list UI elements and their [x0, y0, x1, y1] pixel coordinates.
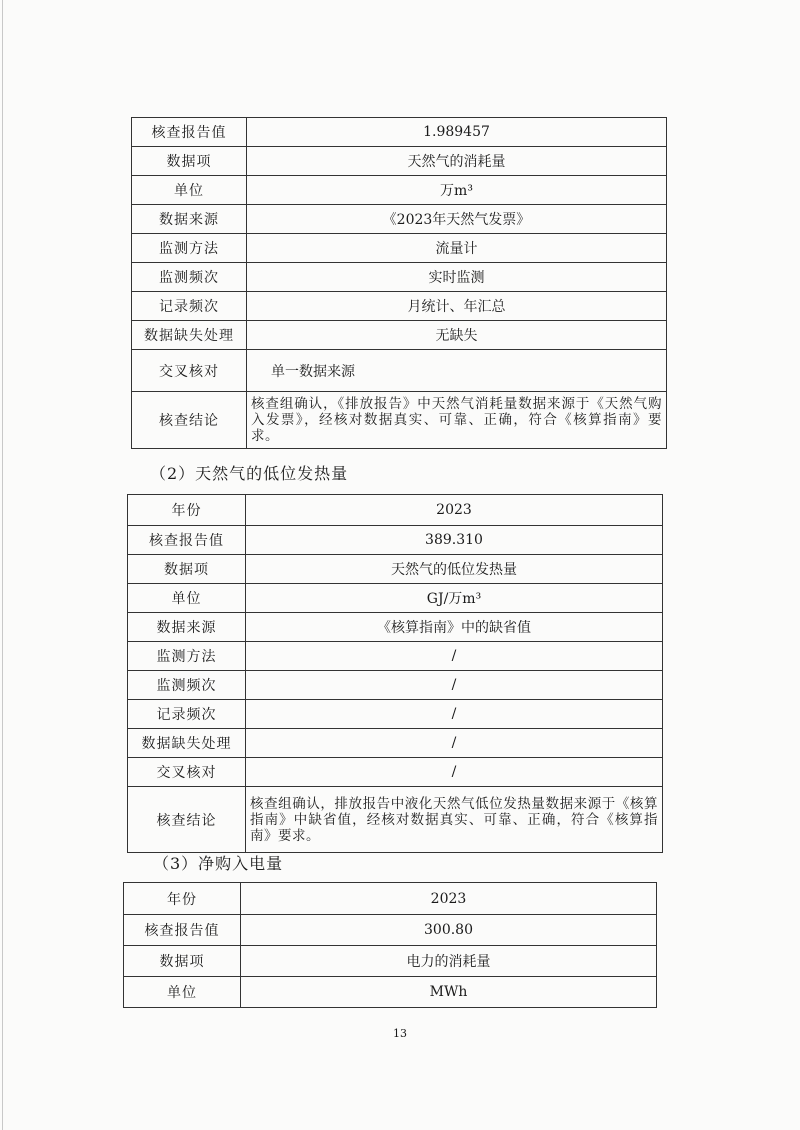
row-key: 核查结论: [128, 787, 246, 853]
row-value: /: [246, 700, 663, 729]
row-value: /: [246, 642, 663, 671]
row-key: 数据项: [132, 147, 247, 176]
natural-gas-heat-value-table: [127, 494, 663, 853]
section-heading-heat-value: （2）天然气的低位发热量: [150, 464, 349, 483]
row-key: 监测方法: [128, 642, 246, 671]
row-value: MWh: [241, 977, 657, 1008]
table-row: [132, 350, 667, 392]
row-value: 《2023年天然气发票》: [247, 205, 667, 234]
row-value: 实时监测: [247, 263, 667, 292]
row-value: GJ/万m³: [246, 584, 663, 613]
row-value: 300.80: [241, 915, 657, 946]
row-value: 1.989457: [247, 118, 667, 147]
table-row: [132, 263, 667, 292]
row-value: /: [246, 671, 663, 700]
row-key: 数据项: [128, 555, 246, 584]
row-key: 数据缺失处理: [132, 321, 247, 350]
table-row: [128, 729, 663, 758]
table-row: [132, 234, 667, 263]
row-key: 年份: [128, 495, 246, 526]
row-key: 交叉核对: [128, 758, 246, 787]
table-row: [128, 613, 663, 642]
row-value: 月统计、年汇总: [247, 292, 667, 321]
table-row: [124, 946, 657, 977]
row-value: 《核算指南》中的缺省值: [246, 613, 663, 642]
row-key: 监测频次: [132, 263, 247, 292]
row-key: 交叉核对: [132, 350, 247, 392]
row-value: /: [246, 729, 663, 758]
conclusion-text: 核查组确认，排放报告中液化天然气低位发热量数据来源于《核算指南》中缺省值，经核对数据真实、可靠、正确，符合《核算指南》要求。: [246, 787, 663, 853]
table-row: [128, 758, 663, 787]
row-key: 单位: [128, 584, 246, 613]
table-row: [132, 176, 667, 205]
row-key: 数据来源: [128, 613, 246, 642]
row-key: 数据来源: [132, 205, 247, 234]
row-value: 天然气的消耗量: [247, 147, 667, 176]
row-value: 389.310: [246, 526, 663, 555]
row-key: 单位: [124, 977, 241, 1008]
section-heading-purchased-electricity: （3）净购入电量: [153, 854, 284, 873]
row-key: 记录频次: [132, 292, 247, 321]
row-key: 数据项: [124, 946, 241, 977]
table-row: [128, 671, 663, 700]
row-key: 监测频次: [128, 671, 246, 700]
table-row: [132, 147, 667, 176]
table-row: [124, 883, 657, 915]
table-row: [124, 977, 657, 1008]
row-key: 核查报告值: [128, 526, 246, 555]
row-key: 单位: [132, 176, 247, 205]
table-row: [132, 118, 667, 147]
table-row: [132, 205, 667, 234]
conclusion-text: 核查组确认，《排放报告》中天然气消耗量数据来源于《天然气购入发票》，经核对数据真实、可靠、正确，符合《核算指南》要求。: [247, 392, 667, 449]
row-value: 流量计: [247, 234, 667, 263]
purchased-electricity-table: [123, 882, 657, 1008]
row-key: 年份: [124, 883, 241, 915]
row-value: 2023: [246, 495, 663, 526]
scan-edge-line: [2, 0, 3, 1130]
row-value: /: [246, 758, 663, 787]
row-key: 记录频次: [128, 700, 246, 729]
row-key: 监测方法: [132, 234, 247, 263]
table-row: [132, 292, 667, 321]
table-row: [128, 642, 663, 671]
table-row: [128, 700, 663, 729]
row-key: 核查报告值: [124, 915, 241, 946]
table-row: [128, 787, 663, 853]
row-value: 2023: [241, 883, 657, 915]
table-row: [128, 526, 663, 555]
table-row: [132, 392, 667, 449]
table-row: [128, 495, 663, 526]
table-row: [128, 584, 663, 613]
row-key: 数据缺失处理: [128, 729, 246, 758]
table-row: [124, 915, 657, 946]
row-key: 核查报告值: [132, 118, 247, 147]
row-value: 万m³: [247, 176, 667, 205]
table-row: [132, 321, 667, 350]
row-value: 电力的消耗量: [241, 946, 657, 977]
row-value: 单一数据来源: [247, 350, 667, 392]
row-value: 无缺失: [247, 321, 667, 350]
row-key: 核查结论: [132, 392, 247, 449]
table-row: [128, 555, 663, 584]
row-value: 天然气的低位发热量: [246, 555, 663, 584]
page-number: 13: [393, 1027, 407, 1040]
natural-gas-consumption-table: [131, 117, 667, 449]
